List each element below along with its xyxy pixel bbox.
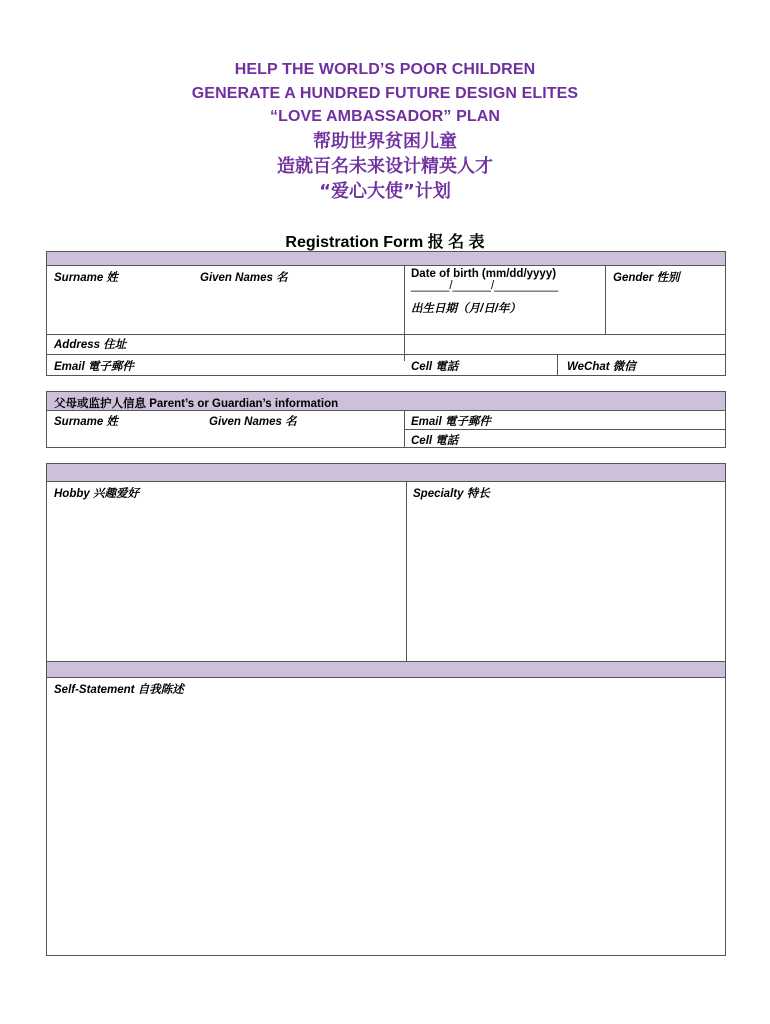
address-field[interactable]: Address 住址 <box>54 339 127 351</box>
personal-section <box>46 463 726 956</box>
personal-header-band <box>47 464 725 482</box>
specialty-field[interactable]: Specialty 特长 <box>413 488 490 500</box>
surname-field[interactable]: Surname 姓 <box>54 272 118 284</box>
divider <box>406 482 407 661</box>
header-line-5: 造就百名未来设计精英人才 <box>277 155 493 177</box>
header-line-1: HELP THE WORLD’S POOR CHILDREN <box>234 61 536 78</box>
header-line-3: “LOVE AMBASSADOR” PLAN <box>269 108 501 125</box>
guardian-email-field[interactable]: Email 電子郵件 <box>411 416 491 428</box>
cell-field[interactable]: Cell 電話 <box>411 361 459 373</box>
document-header <box>0 58 770 204</box>
gender-field[interactable]: Gender 性别 <box>613 272 680 284</box>
divider <box>404 429 725 430</box>
header-line-2: GENERATE A HUNDRED FUTURE DESIGN ELITES <box>191 84 579 102</box>
self-statement-band <box>47 661 725 678</box>
form-title: Registration Form 报 名 表 <box>285 234 485 251</box>
guardian-surname-field[interactable]: Surname 姓 <box>54 416 118 428</box>
header-line-6: “爱心大使”计划 <box>319 180 451 202</box>
hobby-field[interactable]: Hobby 兴趣爱好 <box>54 488 139 500</box>
divider <box>557 354 558 375</box>
guardian-given-names-field[interactable]: Given Names 名 <box>209 416 297 428</box>
divider <box>47 354 725 355</box>
applicant-header-band <box>47 252 725 266</box>
dob-chinese-label: 出生日期（月/日/年） <box>411 303 521 315</box>
guardian-section-heading: 父母或监护人信息 Parent’s or Guardian’s information <box>54 398 339 410</box>
header-line-4: 帮助世界贫困儿童 <box>313 130 457 152</box>
divider <box>404 266 405 361</box>
divider <box>605 266 606 334</box>
self-statement-field[interactable]: Self-Statement 自我陈述 <box>54 684 184 696</box>
wechat-field[interactable]: WeChat 微信 <box>567 361 636 373</box>
dob-field[interactable]: Date of birth (mm/dd/yyyy) <box>411 268 557 280</box>
divider <box>47 334 725 335</box>
applicant-section <box>46 251 726 376</box>
guardian-section <box>46 391 726 448</box>
dob-blank-line[interactable]: ______/______/__________ <box>411 280 559 292</box>
email-field[interactable]: Email 電子郵件 <box>54 361 134 373</box>
guardian-cell-field[interactable]: Cell 電話 <box>411 435 459 447</box>
given-names-field[interactable]: Given Names 名 <box>200 272 288 284</box>
